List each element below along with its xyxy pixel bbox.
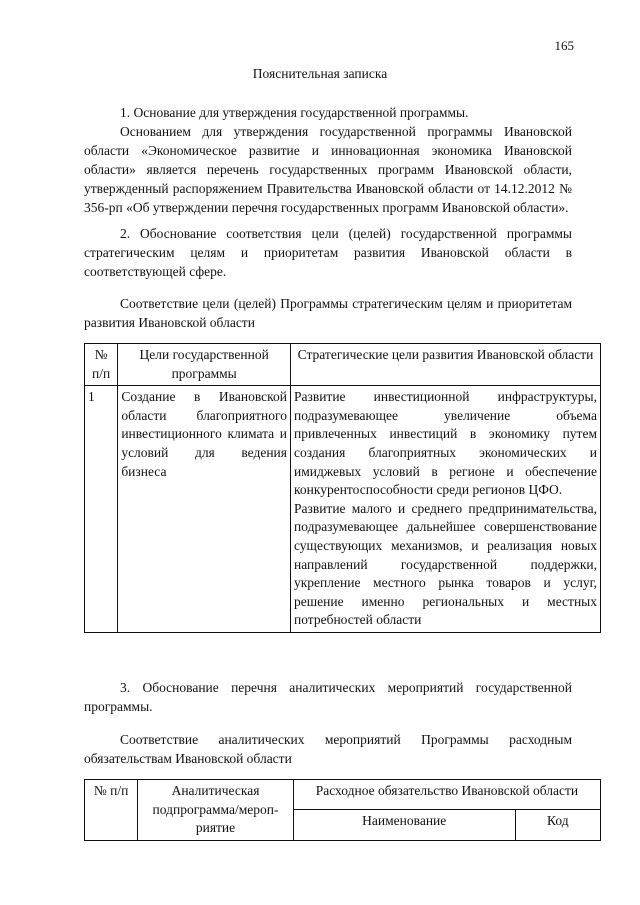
row-goal: Создание в Ивановской области благоприятного инвестиционного климата и условий для ведения бизнеса <box>118 386 291 633</box>
col-header-goals: Цели государственной программы <box>118 344 291 386</box>
row-num: 1 <box>85 386 118 633</box>
col-header-obligation: Расходное обязательство Ивановской области <box>293 780 600 810</box>
strategic-goal-2: Развитие малого и среднего предпринимательства, подразумевающее дальнейшее совершенствование существующих механизмов, и реализация новых направлений государственной поддержки, укрепление местного рынка товаров и услуг, решение именно региональных и местных потребностей области <box>293 500 597 628</box>
section3-text: 3. Обоснование перечня аналитических мероприятий государственной программы. <box>84 680 572 714</box>
page-title: Пояснительная записка <box>252 66 388 81</box>
col-header-name: Наименование <box>293 810 515 840</box>
activities-table <box>84 779 601 841</box>
table2-caption: Соответствие аналитических мероприятий Программы расходным обязательствам Ивановской области <box>84 732 572 766</box>
col-header-code: Код <box>515 810 600 840</box>
table-row <box>85 386 601 633</box>
table1-caption: Соответствие цели (целей) Программы стратегическим целям и приоритетам развития Ивановской области <box>84 296 572 330</box>
col-header-activity: Аналитическая подпрограмма/мероп-риятие <box>138 780 294 841</box>
row-strategic-cell <box>290 386 600 633</box>
col-header-num: № п/п <box>85 344 118 386</box>
strategic-goal-1: Развитие инвестиционной инфраструктуры, подразумевающее увеличение объема привлеченных инвестиций в экономику путем создания благоприятных экономических и имиджевых условий в регионе и обеспечение конкурентоспособности среди регионов ЦФО. <box>293 389 597 498</box>
page-number: 165 <box>554 38 574 53</box>
goals-table <box>84 343 601 633</box>
section1-text: Основанием для утверждения государственной программы Ивановской области «Экономическое развитие и инновационная экономика Ивановской области» является перечень государственных программ Ивановской области, утвержденный распоряжением Правительства Ивановской области от 14.12.2012 № 356-рп «Об утверждении перечня государственных программ Ивановской области». <box>84 124 572 215</box>
table-header-row <box>85 780 601 810</box>
col-header-strategic: Стратегические цели развития Ивановской области <box>290 344 600 386</box>
section2-text: 2. Обоснование соответствия цели (целей) государственной программы стратегическим целям и приоритетам развития Ивановской области в соответствующей сфере. <box>84 226 572 279</box>
section1-heading: 1. Основание для утверждения государственной программы. <box>120 105 469 120</box>
col-header-num: № п/п <box>85 780 138 841</box>
table-header-row <box>85 344 601 386</box>
